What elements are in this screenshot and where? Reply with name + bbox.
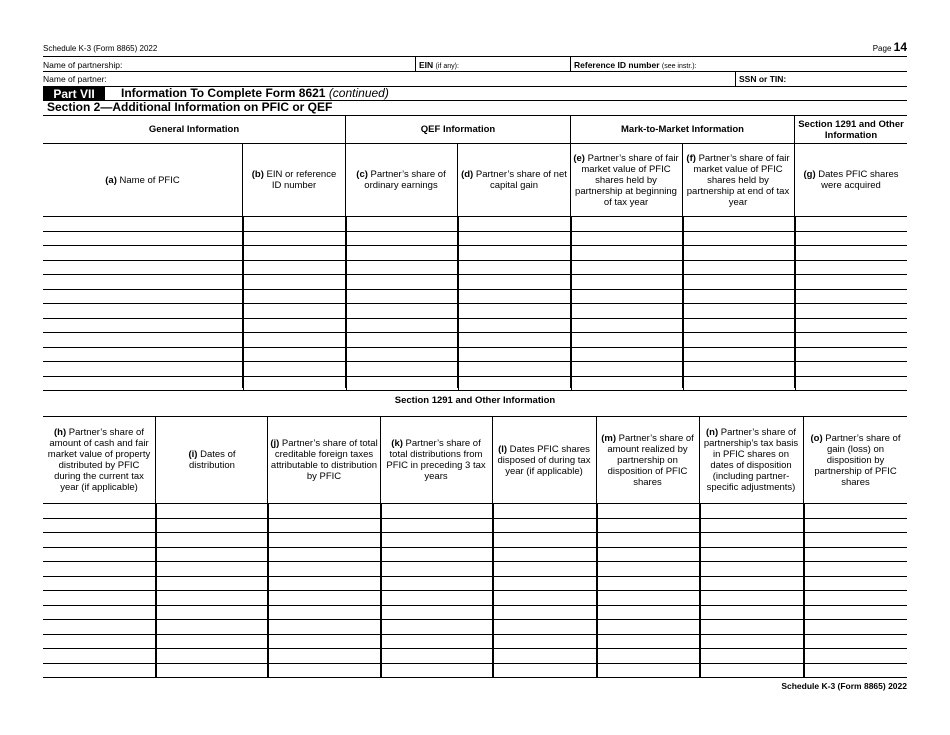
entry-cell[interactable] xyxy=(156,547,268,562)
entry-cell[interactable] xyxy=(804,634,907,649)
entry-cell[interactable] xyxy=(795,246,907,261)
entry-cell[interactable] xyxy=(458,217,571,231)
entry-cell[interactable] xyxy=(381,518,493,533)
entry-cell[interactable] xyxy=(268,634,381,649)
entry-cell[interactable] xyxy=(156,605,268,620)
entry-cell[interactable] xyxy=(156,620,268,635)
entry-cell[interactable] xyxy=(43,362,243,377)
page-number xyxy=(873,40,907,54)
entry-cell[interactable] xyxy=(493,605,597,620)
entry-cell[interactable] xyxy=(571,376,683,391)
entry-cell[interactable] xyxy=(243,289,346,304)
table-row xyxy=(43,504,907,518)
entry-cell[interactable] xyxy=(571,246,683,261)
entry-cell[interactable] xyxy=(43,304,243,319)
table-row xyxy=(43,649,907,664)
entry-cell[interactable] xyxy=(268,533,381,548)
entry-cell[interactable] xyxy=(683,275,795,290)
entry-cell[interactable] xyxy=(683,260,795,275)
group-section-1291: Section 1291 and Other Information xyxy=(798,118,904,141)
refid-label: Reference ID number xyxy=(574,60,660,70)
entry-cell[interactable] xyxy=(268,562,381,577)
entry-cell[interactable] xyxy=(381,562,493,577)
entry-cell[interactable] xyxy=(381,547,493,562)
col-g-header: (g) Dates PFIC shares were acquired xyxy=(803,169,899,191)
entry-cell[interactable] xyxy=(804,547,907,562)
entry-cell[interactable] xyxy=(597,591,700,606)
entry-cell[interactable] xyxy=(381,634,493,649)
part-title-suffix: (continued) xyxy=(328,86,389,100)
entry-cell[interactable] xyxy=(493,649,597,664)
entry-cell[interactable] xyxy=(700,518,804,533)
entry-cell[interactable] xyxy=(683,217,795,231)
section-title: Section 2—Additional Information on PFIC or QEF xyxy=(47,100,333,114)
page-number-value: 14 xyxy=(893,40,907,54)
col-a-header: (a) Name of PFIC xyxy=(105,174,180,186)
entry-cell[interactable] xyxy=(795,347,907,362)
entry-cell[interactable] xyxy=(43,562,156,577)
entry-cell[interactable] xyxy=(700,634,804,649)
table-row xyxy=(43,634,907,649)
table-row xyxy=(43,246,907,261)
table-row xyxy=(43,591,907,606)
entry-cell[interactable] xyxy=(700,547,804,562)
entry-cell[interactable] xyxy=(458,289,571,304)
entry-cell[interactable] xyxy=(458,260,571,275)
entry-cell[interactable] xyxy=(683,362,795,377)
entry-cell[interactable] xyxy=(571,362,683,377)
ssn-tin-field[interactable]: SSN or TIN: xyxy=(739,74,787,84)
entry-cell[interactable] xyxy=(804,663,907,678)
entry-cell[interactable] xyxy=(795,231,907,246)
group-mark-to-market: Mark-to-Market Information xyxy=(621,124,744,135)
table-row xyxy=(43,562,907,577)
entry-cell[interactable] xyxy=(804,562,907,577)
col-i-header: (i) Dates of distribution xyxy=(188,449,236,471)
entry-cell[interactable] xyxy=(43,547,156,562)
entry-cell[interactable] xyxy=(458,231,571,246)
entry-cell[interactable] xyxy=(43,275,243,290)
entry-cell[interactable] xyxy=(43,504,156,518)
entry-cell[interactable] xyxy=(43,649,156,664)
entry-cell[interactable] xyxy=(243,333,346,348)
table-row xyxy=(43,518,907,533)
entry-cell[interactable] xyxy=(804,620,907,635)
entry-cell[interactable] xyxy=(700,620,804,635)
entry-cell[interactable] xyxy=(43,318,243,333)
entry-cell[interactable] xyxy=(346,333,458,348)
entry-cell[interactable] xyxy=(156,649,268,664)
entry-cell[interactable] xyxy=(700,591,804,606)
ein-suffix: (if any): xyxy=(435,63,459,70)
entry-cell[interactable] xyxy=(43,376,243,391)
table-row xyxy=(43,289,907,304)
entry-cell[interactable] xyxy=(43,333,243,348)
col-b-header: (b) EIN or reference ID number xyxy=(251,169,337,191)
entry-cell[interactable] xyxy=(268,663,381,678)
entry-cell[interactable] xyxy=(804,533,907,548)
entry-cell[interactable] xyxy=(43,591,156,606)
entry-cell[interactable] xyxy=(804,518,907,533)
entry-cell[interactable] xyxy=(683,231,795,246)
entry-cell[interactable] xyxy=(571,275,683,290)
form-id-footer: Schedule K-3 (Form 8865) 2022 xyxy=(781,681,907,691)
entry-cell[interactable] xyxy=(268,649,381,664)
entry-cell[interactable] xyxy=(795,275,907,290)
col-n-header: (n) Partner’s share of partnership’s tax basis in PFIC shares on dates of disposition (including partner-specific adjustments) xyxy=(703,427,799,493)
entry-cell[interactable] xyxy=(493,518,597,533)
entry-cell[interactable] xyxy=(571,217,683,231)
entry-cell[interactable] xyxy=(346,231,458,246)
entry-cell[interactable] xyxy=(346,275,458,290)
entry-cell[interactable] xyxy=(346,376,458,391)
entry-cell[interactable] xyxy=(458,318,571,333)
col-h-header: (h) Partner’s share of amount of cash and fair market value of property distributed by PFIC during the current tax year (if applicable) xyxy=(47,427,151,493)
entry-cell[interactable] xyxy=(571,260,683,275)
table-row xyxy=(43,231,907,246)
entry-cell[interactable] xyxy=(346,289,458,304)
col-d-header: (d) Partner’s share of net capital gain xyxy=(461,169,567,191)
entry-cell[interactable] xyxy=(493,663,597,678)
table1-body xyxy=(43,217,907,391)
entry-cell[interactable] xyxy=(43,217,243,231)
entry-cell[interactable] xyxy=(571,231,683,246)
entry-cell[interactable] xyxy=(493,576,597,591)
entry-cell[interactable] xyxy=(597,562,700,577)
entry-cell[interactable] xyxy=(381,649,493,664)
entry-cell[interactable] xyxy=(43,289,243,304)
entry-cell[interactable] xyxy=(795,289,907,304)
entry-cell[interactable] xyxy=(156,562,268,577)
entry-cell[interactable] xyxy=(243,217,346,231)
table-row xyxy=(43,663,907,678)
table-row xyxy=(43,333,907,348)
entry-cell[interactable] xyxy=(597,533,700,548)
table2-title: Section 1291 and Other Information xyxy=(394,395,556,406)
entry-cell[interactable] xyxy=(804,591,907,606)
entry-cell[interactable] xyxy=(156,591,268,606)
entry-cell[interactable] xyxy=(381,576,493,591)
entry-cell[interactable] xyxy=(156,504,268,518)
entry-cell[interactable] xyxy=(700,605,804,620)
entry-cell[interactable] xyxy=(493,591,597,606)
entry-cell[interactable] xyxy=(346,362,458,377)
entry-cell[interactable] xyxy=(381,620,493,635)
entry-cell[interactable] xyxy=(243,246,346,261)
table-row xyxy=(43,576,907,591)
entry-cell[interactable] xyxy=(683,289,795,304)
entry-cell[interactable] xyxy=(683,376,795,391)
col-j-header: (j) Partner’s share of total creditable foreign taxes attributable to distribution by PFIC xyxy=(270,438,378,482)
table-row xyxy=(43,318,907,333)
entry-cell[interactable] xyxy=(43,260,243,275)
entry-cell[interactable] xyxy=(156,634,268,649)
entry-cell[interactable] xyxy=(804,649,907,664)
entry-cell[interactable] xyxy=(597,620,700,635)
entry-cell[interactable] xyxy=(795,333,907,348)
entry-cell[interactable] xyxy=(683,304,795,319)
entry-cell[interactable] xyxy=(804,576,907,591)
entry-cell[interactable] xyxy=(597,518,700,533)
entry-cell[interactable] xyxy=(795,304,907,319)
entry-cell[interactable] xyxy=(43,533,156,548)
entry-cell[interactable] xyxy=(381,533,493,548)
entry-cell[interactable] xyxy=(571,304,683,319)
entry-cell[interactable] xyxy=(156,533,268,548)
entry-cell[interactable] xyxy=(243,275,346,290)
entry-cell[interactable] xyxy=(43,605,156,620)
entry-cell[interactable] xyxy=(156,576,268,591)
entry-cell[interactable] xyxy=(795,260,907,275)
entry-cell[interactable] xyxy=(268,504,381,518)
refid-suffix: (see instr.): xyxy=(661,63,697,70)
table-row xyxy=(43,376,907,391)
table-row xyxy=(43,260,907,275)
entry-cell[interactable] xyxy=(571,333,683,348)
entry-cell[interactable] xyxy=(700,533,804,548)
entry-cell[interactable] xyxy=(683,318,795,333)
entry-cell[interactable] xyxy=(268,605,381,620)
entry-cell[interactable] xyxy=(493,504,597,518)
entry-cell[interactable] xyxy=(156,518,268,533)
partner-name-field[interactable]: Name of partner: xyxy=(43,74,107,84)
entry-cell[interactable] xyxy=(346,217,458,231)
group-qef-information: QEF Information xyxy=(420,124,496,135)
entry-cell[interactable] xyxy=(571,347,683,362)
entry-cell[interactable] xyxy=(346,246,458,261)
entry-cell[interactable] xyxy=(268,518,381,533)
entry-cell[interactable] xyxy=(700,504,804,518)
entry-cell[interactable] xyxy=(795,318,907,333)
table-row xyxy=(43,304,907,319)
entry-cell[interactable] xyxy=(346,318,458,333)
entry-cell[interactable] xyxy=(700,649,804,664)
group-general-information: General Information xyxy=(148,124,240,135)
entry-cell[interactable] xyxy=(700,663,804,678)
col-e-header: (e) Partner’s share of fair market value of PFIC shares held by partnership at beginning of tax year xyxy=(573,152,679,208)
entry-cell[interactable] xyxy=(43,518,156,533)
entry-cell[interactable] xyxy=(683,246,795,261)
entry-cell[interactable] xyxy=(43,347,243,362)
entry-cell[interactable] xyxy=(243,318,346,333)
entry-cell[interactable] xyxy=(597,649,700,664)
entry-cell[interactable] xyxy=(597,576,700,591)
entry-cell[interactable] xyxy=(795,362,907,377)
entry-cell[interactable] xyxy=(381,663,493,678)
entry-cell[interactable] xyxy=(597,634,700,649)
table-row xyxy=(43,347,907,362)
entry-cell[interactable] xyxy=(804,504,907,518)
entry-cell[interactable] xyxy=(346,260,458,275)
col-m-header: (m) Partner’s share of amount realized by partnership on disposition of PFIC shares xyxy=(601,432,694,488)
reference-id-field[interactable] xyxy=(574,60,697,70)
entry-cell[interactable] xyxy=(493,547,597,562)
entry-cell[interactable] xyxy=(458,376,571,391)
table-row xyxy=(43,362,907,377)
ein-label: EIN xyxy=(419,60,434,70)
entry-cell[interactable] xyxy=(493,562,597,577)
entry-cell[interactable] xyxy=(458,246,571,261)
col-l-header: (l) Dates PFIC shares disposed of during tax year (if applicable) xyxy=(497,443,591,477)
entry-cell[interactable] xyxy=(700,562,804,577)
entry-cell[interactable] xyxy=(458,333,571,348)
entry-cell[interactable] xyxy=(243,231,346,246)
entry-cell[interactable] xyxy=(458,275,571,290)
entry-cell[interactable] xyxy=(381,605,493,620)
entry-cell[interactable] xyxy=(700,576,804,591)
entry-cell[interactable] xyxy=(268,547,381,562)
col-c-header: (c) Partner’s share of ordinary earnings xyxy=(356,169,446,191)
entry-cell[interactable] xyxy=(597,504,700,518)
form-id-header: Schedule K-3 (Form 8865) 2022 xyxy=(43,44,158,53)
entry-cell[interactable] xyxy=(381,504,493,518)
entry-cell[interactable] xyxy=(346,347,458,362)
page-prefix: Page xyxy=(872,44,892,53)
entry-cell[interactable] xyxy=(804,605,907,620)
entry-cell[interactable] xyxy=(43,663,156,678)
entry-cell[interactable] xyxy=(597,547,700,562)
entry-cell[interactable] xyxy=(43,620,156,635)
entry-cell[interactable] xyxy=(458,304,571,319)
entry-cell[interactable] xyxy=(493,533,597,548)
entry-cell[interactable] xyxy=(597,605,700,620)
entry-cell[interactable] xyxy=(43,231,243,246)
entry-cell[interactable] xyxy=(43,246,243,261)
entry-cell[interactable] xyxy=(268,591,381,606)
table-row xyxy=(43,217,907,231)
partnership-name-field[interactable]: Name of partnership: xyxy=(43,60,123,70)
part-tag: Part VII xyxy=(43,87,105,100)
entry-cell[interactable] xyxy=(243,362,346,377)
entry-cell[interactable] xyxy=(597,663,700,678)
part-title xyxy=(121,86,389,100)
entry-cell[interactable] xyxy=(243,304,346,319)
entry-cell[interactable] xyxy=(43,576,156,591)
entry-cell[interactable] xyxy=(243,260,346,275)
entry-cell[interactable] xyxy=(381,591,493,606)
table-row xyxy=(43,547,907,562)
entry-cell[interactable] xyxy=(683,347,795,362)
ein-field[interactable] xyxy=(419,60,459,70)
entry-cell[interactable] xyxy=(43,634,156,649)
entry-cell[interactable] xyxy=(795,217,907,231)
entry-cell[interactable] xyxy=(458,362,571,377)
table-row xyxy=(43,620,907,635)
entry-cell[interactable] xyxy=(346,304,458,319)
col-o-header: (o) Partner’s share of gain (loss) on disposition by partnership of PFIC shares xyxy=(810,432,901,488)
col-f-header: (f) Partner’s share of fair market value of PFIC shares held by partnership at end of tax year xyxy=(686,152,790,208)
entry-cell[interactable] xyxy=(243,347,346,362)
part-title-text: Information To Complete Form 8621 xyxy=(121,86,326,100)
entry-cell[interactable] xyxy=(493,634,597,649)
entry-cell[interactable] xyxy=(493,620,597,635)
entry-cell[interactable] xyxy=(268,620,381,635)
entry-cell[interactable] xyxy=(268,576,381,591)
entry-cell[interactable] xyxy=(795,376,907,391)
entry-cell[interactable] xyxy=(156,663,268,678)
col-k-header: (k) Partner’s share of total distributions from PFIC in preceding 3 tax years xyxy=(386,438,486,482)
entry-cell[interactable] xyxy=(571,318,683,333)
entry-cell[interactable] xyxy=(571,289,683,304)
table-row xyxy=(43,533,907,548)
table-row xyxy=(43,275,907,290)
table-row xyxy=(43,605,907,620)
entry-cell[interactable] xyxy=(683,333,795,348)
entry-cell[interactable] xyxy=(243,376,346,391)
table2-body xyxy=(43,504,907,678)
entry-cell[interactable] xyxy=(458,347,571,362)
